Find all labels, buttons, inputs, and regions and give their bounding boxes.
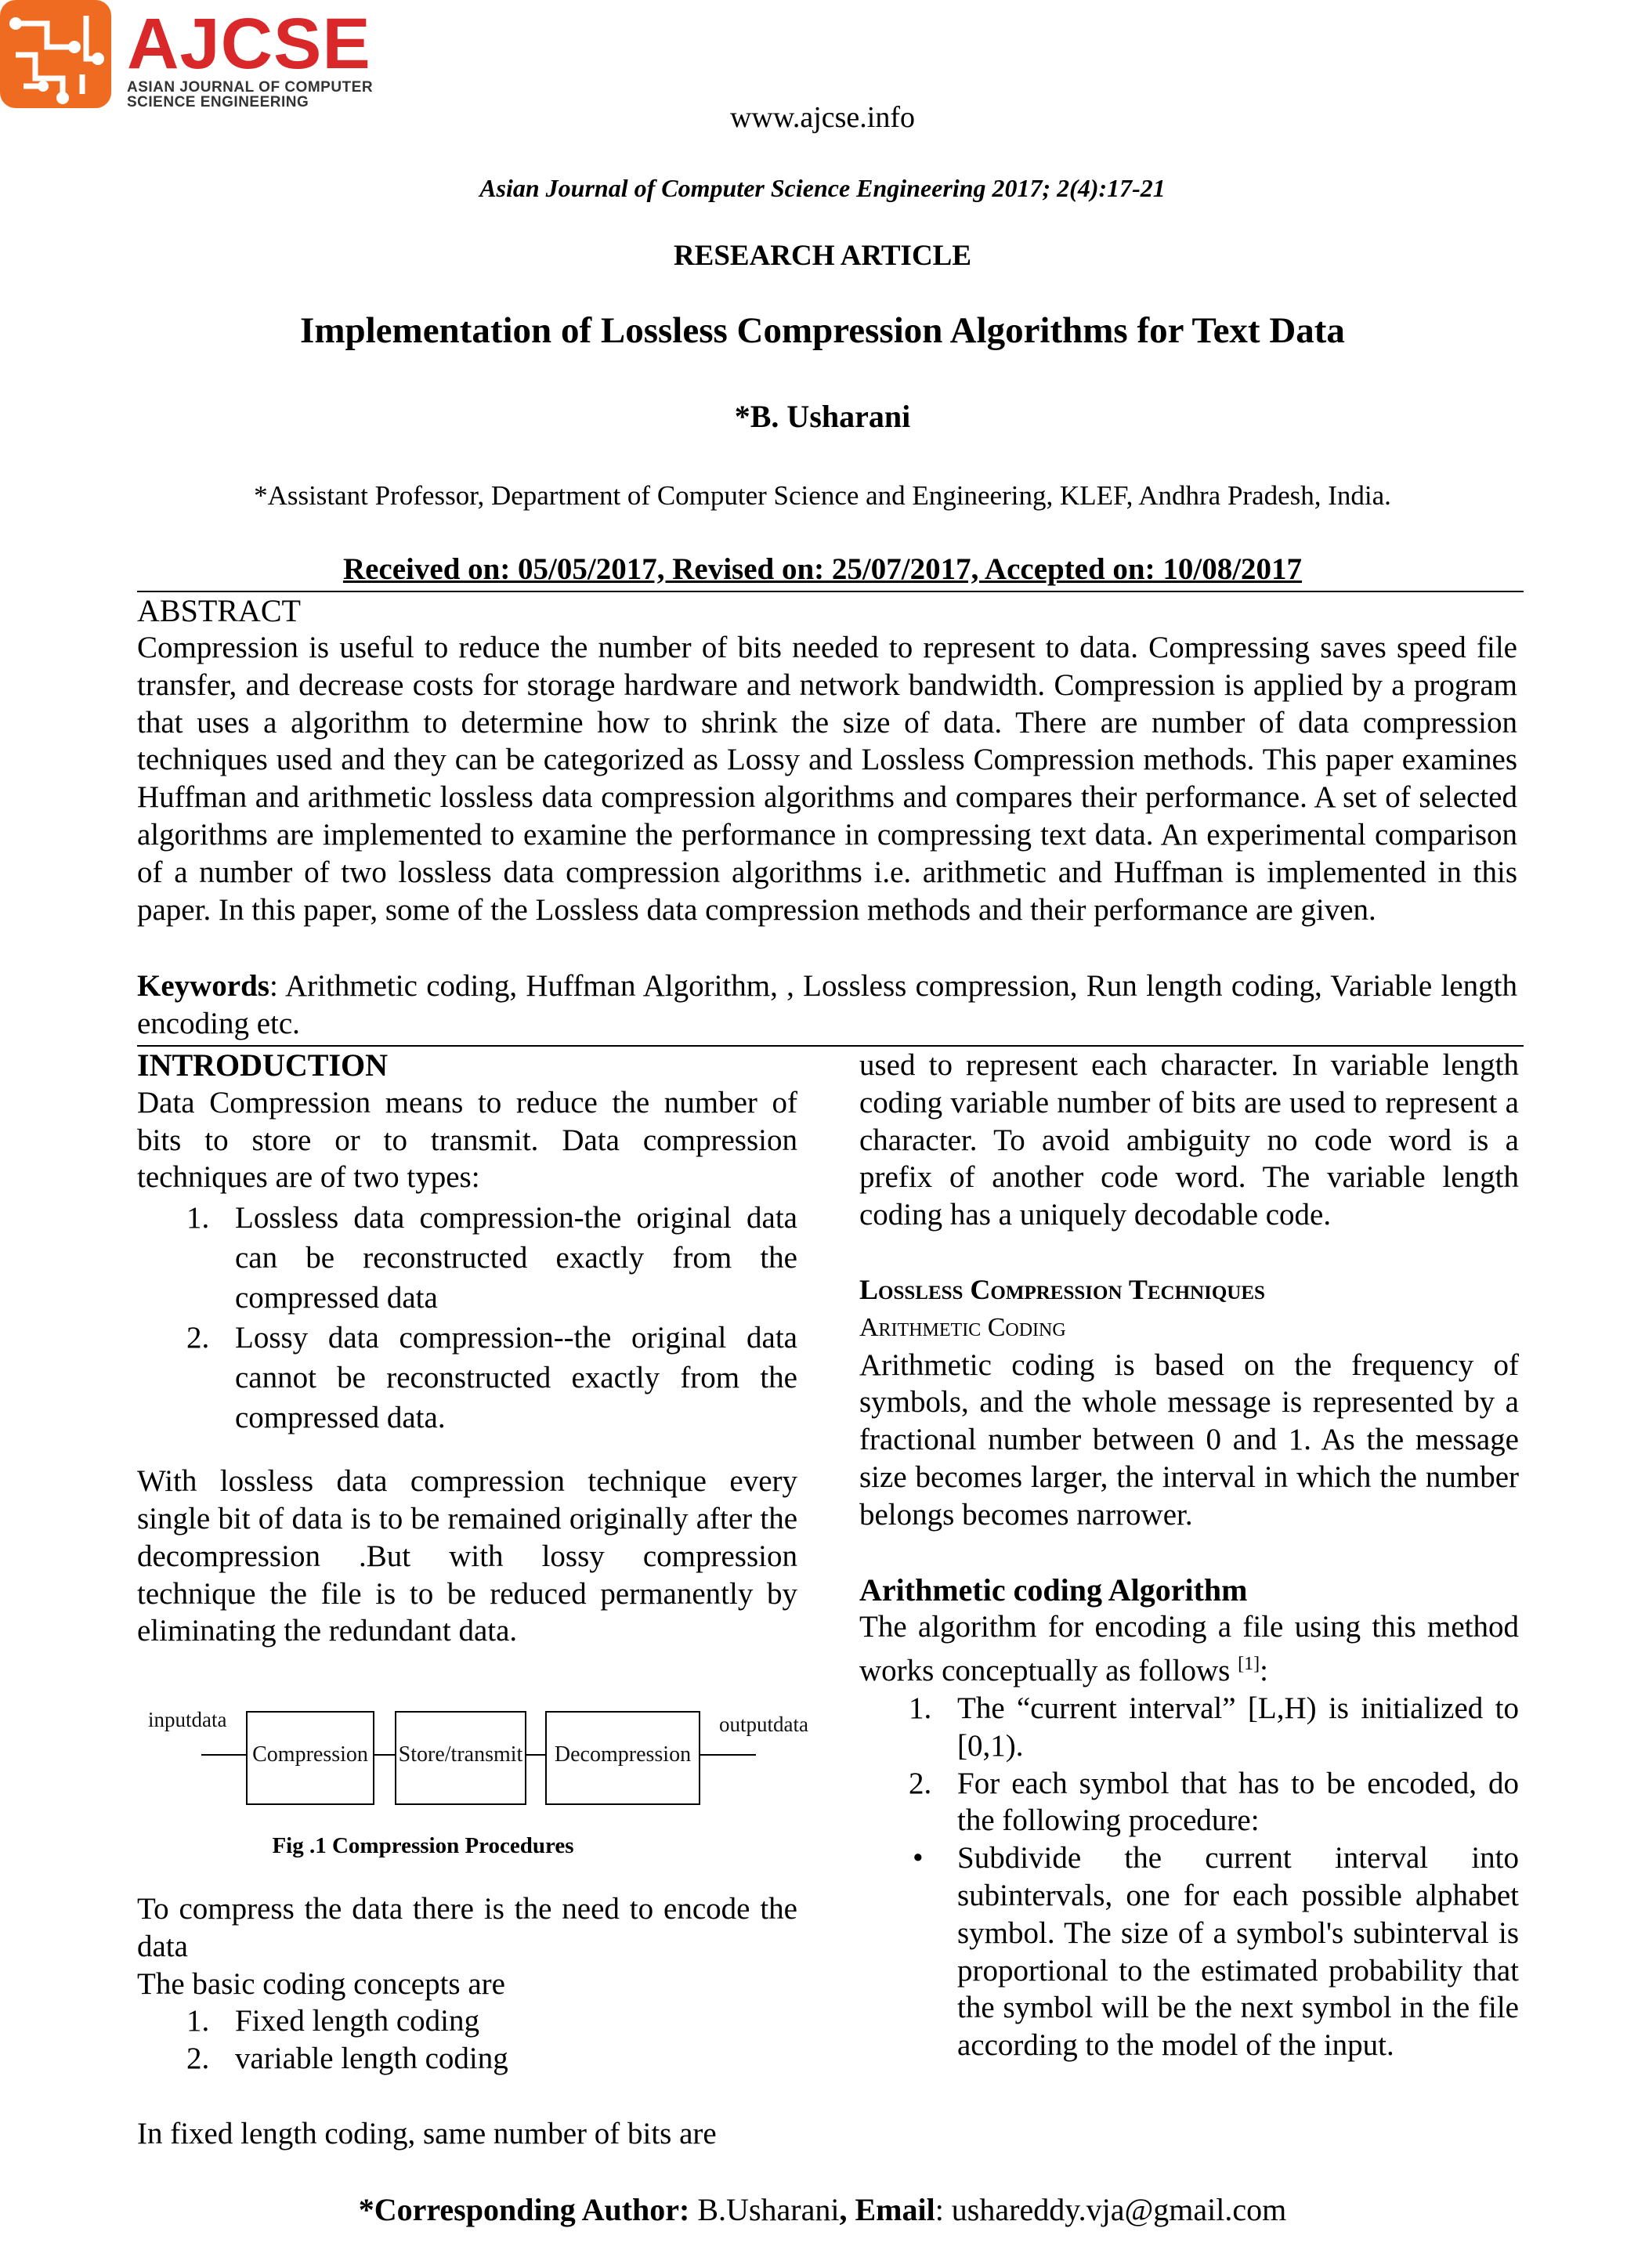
website-url[interactable]: www.ajcse.info [729,101,915,134]
list-item: 2. variable length coding [186,2042,508,2076]
output-data-label: outputdata [719,1713,808,1736]
citation-ref[interactable]: [1] [1238,1654,1260,1675]
keywords-label: Keywords [137,969,269,1003]
arithmetic-coding-paragraph: Arithmetic coding is based on the frequency of symbols, and the whole message is represented by a fractional number between 0 and 1. As the message size becomes larger, the interval in which the number belongs becomes narrower. [859,1347,1519,1532]
journal-logo-text [127,4,374,110]
dates-divider [137,591,1524,592]
paper-title: Implementation of Lossless Compression Algorithms for Text Data [300,310,1345,351]
list-item: 2. Lossy data compression--the original data cannot be reconstructed exactly from the compressed data. [186,1321,797,1435]
author-affiliation: *Assistant Professor, Department of Computer Science and Engineering, KLEF, Andhra Pradesh, India. [254,480,1391,511]
coding-concepts-intro: The basic coding concepts are [137,1966,505,2001]
list-item: 1. The “current interval” [L,H) is initialized to [0,1). [909,1691,1519,1763]
corresponding-author-label: *Corresponding Author: [358,2192,690,2227]
corresponding-author [0,2191,1645,2228]
list-item: • Subdivide the current interval into subintervals, one for each possible alphabet symbol. The size of a symbol's subinterval is proportional to the estimated probability that the symbol will be the next symbol in the file according to the model of the input. [913,1841,1519,2063]
left-column-bottom [137,1890,797,2153]
submission-dates: Received on: 05/05/2017, Revised on: 25/07/2017, Accepted on: 10/08/2017 [342,552,1303,586]
keywords-list: : Arithmetic coding, Huffman Algorithm, , Lossless compression, Run length coding, Variable length encoding etc. [137,969,1517,1040]
compression-procedure-figure [137,1700,808,1841]
journal-logo-icon [0,0,111,108]
logo-name: AJCSE [127,4,371,84]
decompression-box-label: Decompression [554,1742,692,1767]
right-column [859,1047,1519,2064]
store-transmit-box-label: Store/transmit [398,1742,523,1767]
variable-length-paragraph: used to represent each character. In variable length coding variable number of bits are used to represent a character. To avoid ambiguity no code word is a prefix of another code word. The variable length coding has a uniquely decodable code. [859,1048,1519,1232]
logo-subtitle-line-2: SCIENCE ENGINEERING [127,94,309,110]
algorithm-intro: The algorithm for encoding a file using this method works conceptually as follows [1]: [859,1610,1519,1688]
email-label: , Email [839,2192,935,2227]
list-item: 1. Fixed length coding [186,2004,479,2038]
fixed-length-paragraph: In fixed length coding, same number of bits are [137,2116,717,2150]
introduction-heading: INTRODUCTION [137,1047,389,1083]
figure-caption: Fig .1 Compression Procedures [272,1833,574,1858]
list-item: 1. Lossless data compression-the original data can be reconstructed exactly from the compressed data [186,1201,797,1315]
lossless-paragraph: With lossless data compression technique every single bit of data is to be remained originally after the decompression .But with lossy compression technique the file is to be reduced permanently by eliminating the redundant data. [137,1464,797,1648]
algorithm-steps-list [859,1690,1519,2064]
encode-paragraph: To compress the data there is the need to encode the data [137,1892,797,1963]
list-item: 2. For each symbol that has to be encoded, do the following procedure: [909,1766,1519,1838]
coding-concepts-list [137,2002,797,2078]
author-name: *B. Usharani [734,399,911,434]
logo-subtitle-line-1: ASIAN JOURNAL OF COMPUTER [127,79,374,96]
input-data-label: inputdata [148,1708,227,1731]
compression-box-label: Compression [252,1742,368,1767]
abstract-body: Compression is useful to reduce the number of bits needed to represent to data. Compressing saves speed file transfer, and decrease costs for storage hardware and network bandwidth. Compression is applied by a program that uses a algorithm to determine how to shrink the size of data. There are number of data compression techniques used and they can be categorized as Lossy and Lossless Compression methods. This paper examines Huffman and arithmetic lossless data compression algorithms and compares their performance. A set of selected algorithms are implemented to examine the performance in compressing text data. An experimental comparison of a number of two lossless data compression algorithms i.e. arithmetic and Huffman is implemented in this paper. In this paper, some of the Lossless data compression methods and their performance are given. [137,631,1517,927]
arithmetic-coding-subheading: Arithmetic Coding [859,1312,1066,1342]
intro-paragraph: Data Compression means to reduce the number of bits to store or to transmit. Data compression techniques are of two types: [137,1085,797,1195]
arithmetic-algorithm-heading: Arithmetic coding Algorithm [859,1572,1248,1608]
lossless-techniques-heading: Lossless Compression Techniques [859,1273,1265,1305]
article-type: RESEARCH ARTICLE [673,240,972,272]
compression-types-list [137,1198,797,1438]
author-email[interactable]: : ushareddy.vja@gmail.com [935,2192,1287,2227]
corresponding-author-name: B.Usharani [689,2192,840,2227]
keywords-line [137,968,1517,1043]
journal-citation: Asian Journal of Computer Science Engineering 2017; 2(4):17-21 [479,174,1166,202]
abstract-heading: ABSTRACT [137,593,301,628]
left-column-top [137,1047,797,1650]
